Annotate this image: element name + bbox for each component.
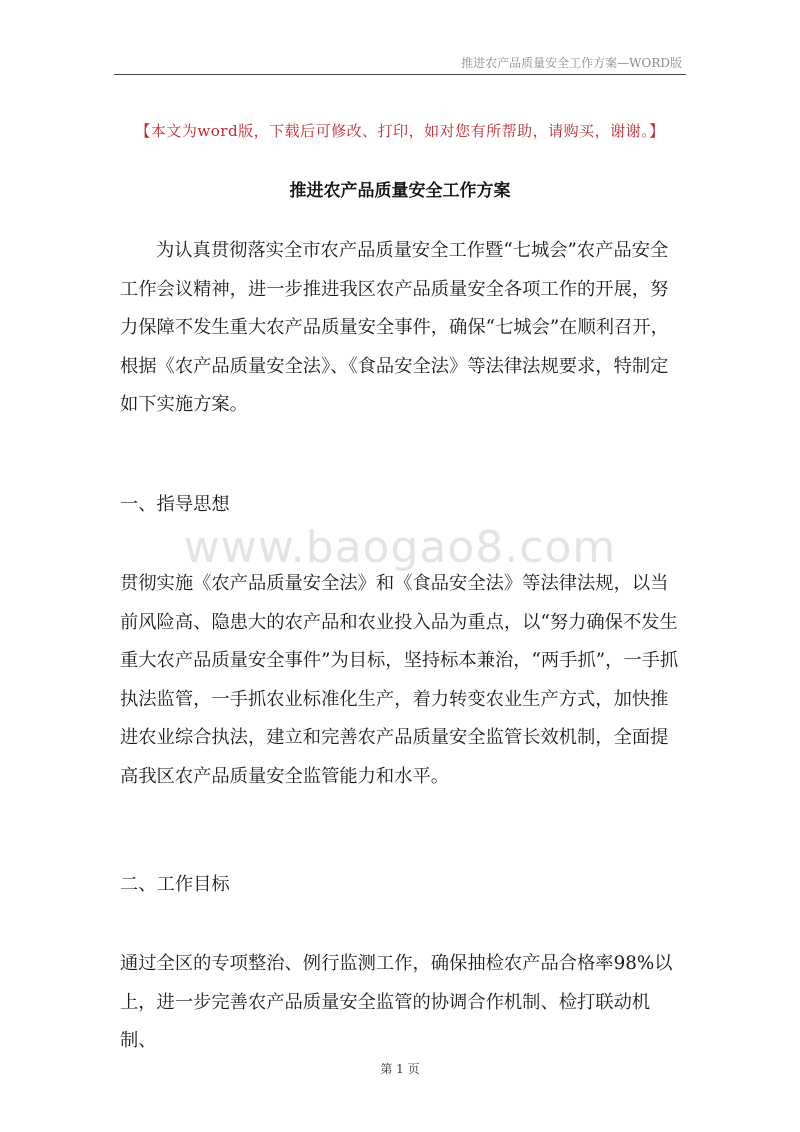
document-title: 推进农产品质量安全工作方案	[289, 181, 511, 201]
section-body-work-goals: 通过全区的专项整治、例行监测工作，确保抽检农产品合格率98%以上，进一步完善农产品质量安全监管的协调合作机制、检打联动机制、	[120, 953, 673, 1051]
download-notice: 【本文为word版，下载后可修改、打印，如对您有所帮助，请购买，谢谢。】	[135, 122, 665, 140]
running-header: 推进农产品质量安全工作方案—WORD版	[461, 56, 682, 70]
header-divider	[114, 74, 686, 75]
page-number: 第 1 页	[380, 1062, 420, 1076]
section-body-guiding-ideology: 贯彻实施《农产品质量安全法》和《食品安全法》等法律法规，以当前风险高、隐患大的农产品和农业投入品为重点，以“努力确保不发生重大农产品质量安全事件”为目标，坚持标本兼治，“两手抓”，一手抓执法监管，一手抓农业标准化生产，着力转变农业生产方式，加快推进农业综合执法，建立和完善农产品质量安全监管长效机制，全面提高我区农产品质量安全监管能力和水平。	[120, 573, 679, 787]
section-heading-guiding-ideology: 一、指导思想	[120, 494, 230, 515]
watermark: www.baogao8.com	[183, 522, 617, 573]
section-heading-work-goals: 二、工作目标	[120, 874, 230, 895]
intro-paragraph: 为认真贯彻落实全市农产品质量安全工作暨“七城会”农产品安全工作会议精神，进一步推进我区农产品质量安全各项工作的开展，努力保障不发生重大农产品质量安全事件，确保“七城会”在顺利召开，根据《农产品质量安全法》、《食品安全法》等法律法规要求，特制定如下实施方案。	[120, 240, 669, 415]
